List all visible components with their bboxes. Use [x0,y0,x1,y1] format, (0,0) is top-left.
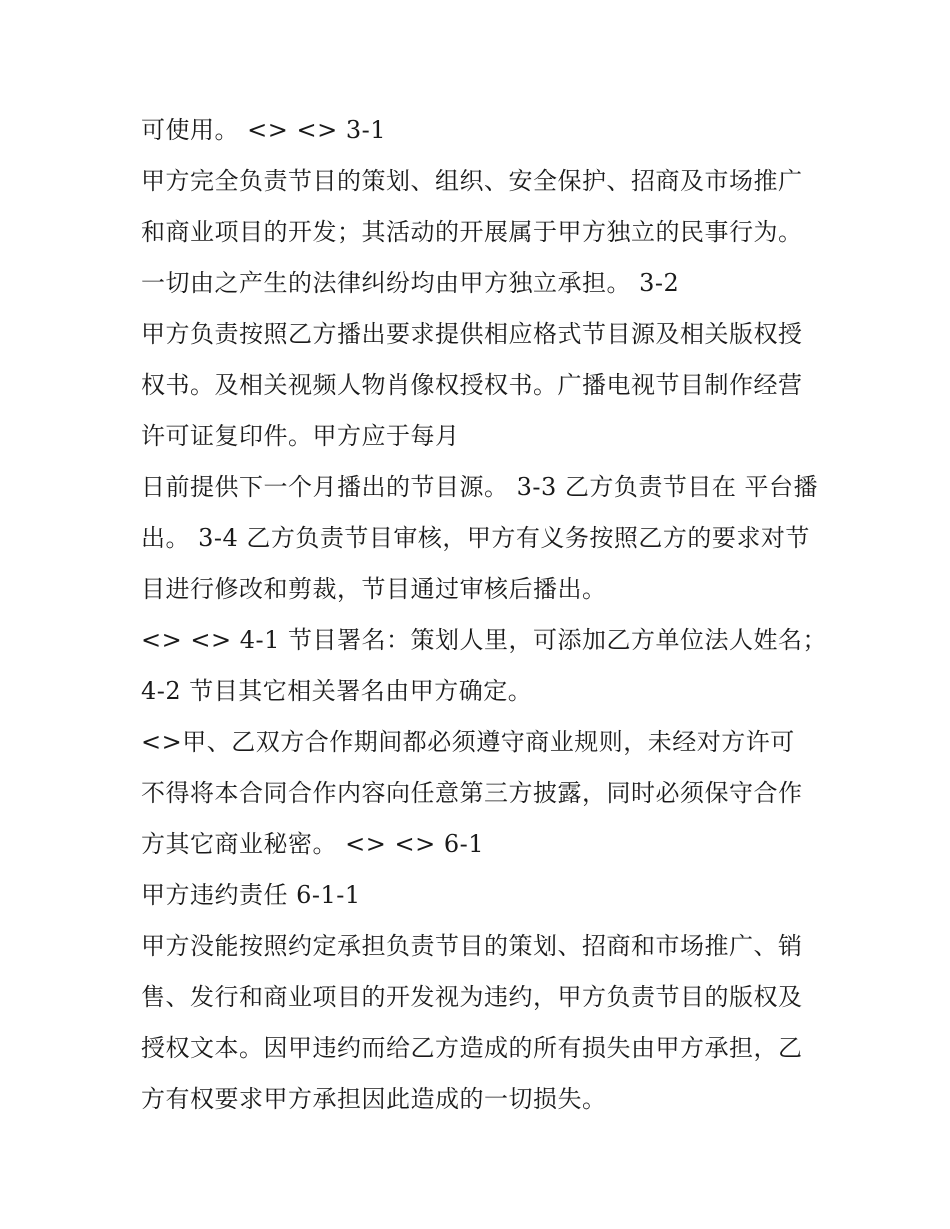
text-line: <>甲、乙双方合作期间都必须遵守商业规则，未经对方许可 [141,728,795,756]
text-line: 和商业项目的开发；其活动的开展属于甲方独立的民事行为。 [141,218,803,246]
text-line: 目进行修改和剪裁，节目通过审核后播出。 [141,575,607,603]
text-line: 甲方负责按照乙方播出要求提供相应格式节目源及相关版权授 [141,320,803,348]
text-line: 日前提供下一个月播出的节目源。 3-3 乙方负责节目在 平台播 [141,473,819,501]
text-line: 权书。及相关视频人物肖像权授权书。广播电视节目制作经营 [141,371,803,399]
text-line: 甲方没能按照约定承担负责节目的策划、招商和市场推广、销 [141,932,803,960]
text-line: 可使用。 <> <> 3-1 [141,116,386,144]
text-line: 授权文本。因甲违约而给乙方造成的所有损失由甲方承担，乙 [141,1034,803,1062]
text-line: 甲方违约责任 6-1-1 [141,881,361,909]
text-line: 甲方完全负责节目的策划、组织、安全保护、招商及市场推广 [141,167,803,195]
text-line: 售、发行和商业项目的开发视为违约，甲方负责节目的版权及 [141,983,803,1011]
text-line: <> <> 4-1 节目署名：策划人里，可添加乙方单位法人姓名； [141,626,827,654]
text-line: 出。 3-4 乙方负责节目审核，甲方有义务按照乙方的要求对节 [141,524,810,552]
text-line: 4-2 节目其它相关署名由甲方确定。 [141,677,533,705]
text-line: 一切由之产生的法律纠纷均由甲方独立承担。 3-2 [141,269,680,297]
text-line: 许可证复印件。甲方应于每月 [141,422,460,450]
text-line: 不得将本合同合作内容向任意第三方披露，同时必须保守合作 [141,779,803,807]
document-body [141,108,827,1128]
text-line: 方其它商业秘密。 <> <> 6-1 [141,830,484,858]
text-line: 方有权要求甲方承担因此造成的一切损失。 [141,1085,607,1113]
